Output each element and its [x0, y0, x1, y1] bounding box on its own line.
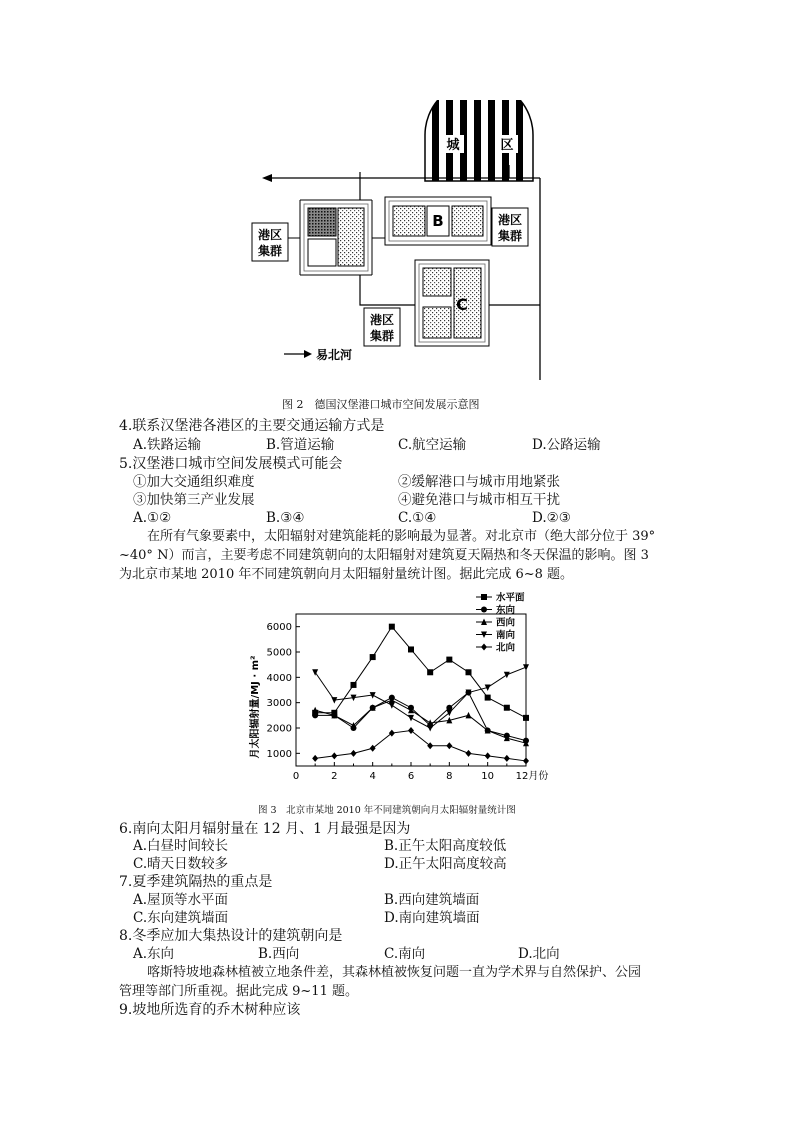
port-group-label-left	[252, 223, 288, 261]
x-tick-label: 2	[331, 771, 338, 782]
data-point	[370, 654, 376, 660]
q4-option-a[interactable]: A.铁路运输	[133, 437, 202, 453]
svg-text:集群: 集群	[369, 329, 395, 343]
svg-text:集群: 集群	[257, 244, 283, 258]
data-point	[408, 715, 414, 722]
series-line	[315, 627, 526, 718]
data-point	[481, 607, 487, 613]
chart-ylabel: 月太阳辐射量/MJ · m²	[250, 655, 261, 759]
river-legend	[284, 347, 352, 362]
data-point	[331, 752, 337, 759]
data-point	[427, 742, 433, 749]
data-point	[504, 755, 510, 762]
data-point	[485, 752, 491, 759]
legend-label: 水平面	[496, 592, 525, 604]
series-line	[315, 700, 526, 743]
q8-stem: 8.冬季应加大集热设计的建筑朝向是	[119, 928, 343, 944]
q5-option-c[interactable]: C.①④	[398, 510, 437, 526]
y-tick-label: 1000	[266, 748, 292, 760]
q6-option-b[interactable]: B.正午太阳高度较低	[384, 838, 507, 854]
series-line	[315, 731, 526, 761]
x-tick-label: 6	[407, 771, 415, 782]
intro-6-8-line3: 为北京市某地 2010 年不同建筑朝向月太阳辐射量统计图。据此完成 6~8 题。	[119, 567, 574, 582]
data-point	[446, 742, 452, 749]
data-point	[523, 664, 529, 671]
data-point	[312, 755, 318, 762]
figure3-caption: 图 3 北京市某地 2010 年不同建筑朝向月太阳辐射量统计图	[258, 805, 516, 816]
y-tick-label: 2000	[266, 723, 292, 735]
q9-stem: 9.坡地所选育的乔木树种应该	[119, 1002, 301, 1018]
q7-option-d[interactable]: D.南向建筑墙面	[384, 910, 480, 926]
svg-text:港区: 港区	[369, 313, 395, 327]
q8-option-a[interactable]: A.东向	[133, 946, 175, 962]
q5-item-3: ③加快第三产业发展	[133, 492, 255, 508]
port-group-left	[300, 200, 372, 275]
q7-option-b[interactable]: B.西向建筑墙面	[384, 892, 480, 908]
data-point	[466, 750, 472, 757]
q5-item-1: ①加大交通组织难度	[133, 474, 255, 490]
y-tick-label: 5000	[266, 647, 292, 659]
label-b: B	[432, 212, 444, 230]
label-c: C	[456, 295, 468, 314]
q7-option-a[interactable]: A.屋顶等水平面	[133, 892, 229, 908]
x-tick-label: 8	[446, 771, 453, 782]
data-point	[523, 715, 529, 721]
data-point	[408, 727, 414, 734]
data-point	[504, 672, 510, 679]
x-tick-label: 10	[481, 771, 495, 782]
data-point	[481, 644, 487, 651]
plot-frame	[296, 614, 526, 766]
intro-6-8-line2: ~40° N）而言，主要考虑不同建筑朝向的太阳辐射对建筑夏天隔热和冬天保温的影响。图 3	[119, 548, 649, 563]
port-group-label-bottom	[364, 308, 400, 346]
q5-item-2: ②缓解港口与城市用地紧张	[398, 474, 560, 490]
q4-option-d[interactable]: D.公路运输	[532, 437, 601, 453]
q5-option-d[interactable]: D.②③	[532, 510, 571, 526]
city-label-2: 区	[500, 138, 514, 153]
q8-option-b[interactable]: B.西向	[258, 946, 300, 962]
legend-label: 西向	[496, 617, 516, 629]
figure2-caption: 图 2 德国汉堡港口城市空间发展示意图	[282, 398, 480, 411]
q5-option-b[interactable]: B.③④	[266, 510, 305, 526]
data-point	[370, 745, 376, 752]
intro-6-8-line1: 在所有气象要素中，太阳辐射对建筑能耗的影响最为显著。对北京市（绝大部分位于 39°	[147, 529, 656, 544]
svg-text:集群: 集群	[497, 229, 523, 243]
data-point	[466, 712, 472, 719]
q6-stem: 6.南向太阳月辐射量在 12 月、1 月最强是因为	[119, 821, 411, 837]
q6-option-c[interactable]: C.晴天日数较多	[133, 856, 229, 872]
y-tick-label: 6000	[266, 622, 292, 634]
data-point	[351, 750, 357, 757]
figure2-diagram	[240, 100, 560, 385]
q6-option-d[interactable]: D.正午太阳高度较高	[384, 856, 507, 872]
data-point	[389, 702, 395, 709]
q4-option-b[interactable]: B.管道运输	[266, 437, 335, 453]
x-tick-label: 0	[292, 771, 300, 782]
data-point	[427, 725, 433, 732]
data-point	[481, 594, 487, 600]
q6-option-a[interactable]: A.白昼时间较长	[133, 838, 229, 854]
intro-9-11-line2: 管理等部门所重视。据此完成 9~11 题。	[119, 984, 358, 999]
y-tick-label: 4000	[266, 672, 292, 684]
figure3-chart	[240, 590, 560, 800]
q5-stem: 5.汉堡港口城市空间发展模式可能会	[119, 456, 343, 472]
y-tick-label: 3000	[266, 698, 292, 710]
data-point	[485, 695, 491, 701]
data-point	[523, 757, 529, 764]
city-label-1: 城	[446, 138, 460, 153]
data-point	[446, 710, 452, 717]
data-point	[408, 646, 414, 652]
port-group-c	[415, 260, 489, 346]
q8-option-c[interactable]: C.南向	[384, 946, 426, 962]
q4-option-c[interactable]: C.航空运输	[398, 437, 467, 453]
legend-label: 东向	[496, 605, 516, 616]
series-line	[315, 667, 526, 728]
data-point	[389, 624, 395, 630]
data-point	[504, 705, 510, 711]
legend-label: 南向	[496, 630, 516, 641]
legend-label: 北向	[496, 642, 516, 654]
q5-item-4: ④避免港口与城市相互干扰	[398, 492, 560, 508]
intro-9-11-line1: 喀斯特坡地森林植被立地条件差，其森林植被恢复问题一直为学术界与自然保护、公园	[147, 965, 642, 980]
x-tick-label: 12月份	[515, 771, 549, 782]
svg-text:港区: 港区	[497, 213, 523, 227]
data-point	[446, 657, 452, 663]
data-point	[427, 669, 433, 675]
city-area	[425, 100, 533, 185]
data-point	[389, 730, 395, 737]
q4-stem: 4.联系汉堡港各港区的主要交通运输方式是	[119, 418, 385, 434]
data-point	[331, 697, 337, 704]
port-group-label-right	[492, 208, 528, 246]
q7-stem: 7.夏季建筑隔热的重点是	[119, 874, 273, 890]
data-point	[466, 669, 472, 675]
q7-option-c[interactable]: C.东向建筑墙面	[133, 910, 229, 926]
q8-option-d[interactable]: D.北向	[518, 946, 560, 962]
x-tick-label: 4	[369, 771, 376, 782]
svg-text:易北河: 易北河	[316, 348, 353, 362]
data-point	[351, 682, 357, 688]
svg-text:港区: 港区	[257, 228, 283, 242]
port-group-b	[385, 197, 491, 245]
q5-option-a[interactable]: A.①②	[133, 510, 172, 526]
road-arrow	[262, 174, 272, 182]
